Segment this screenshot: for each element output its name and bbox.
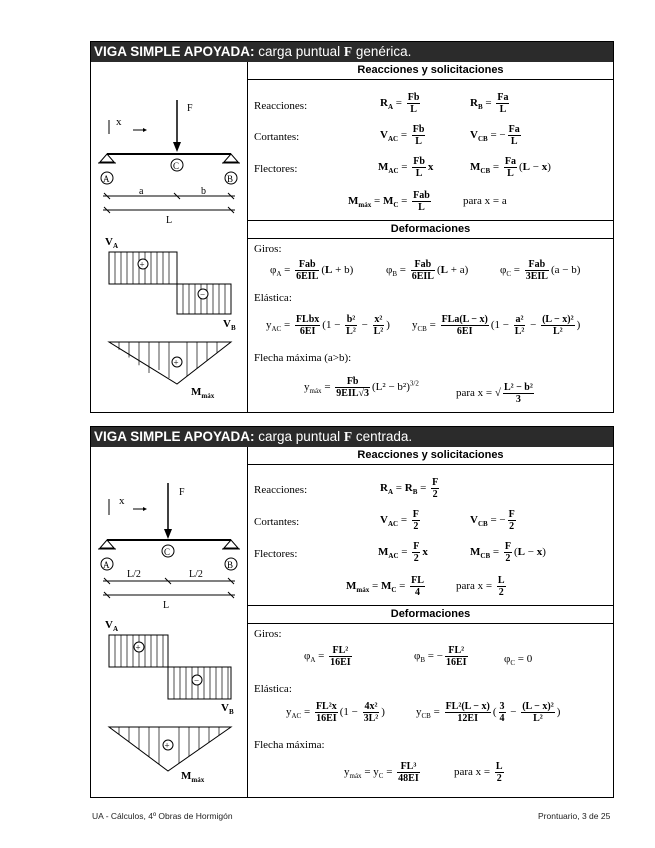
title-letter: F — [343, 429, 353, 444]
label-moments: Flectores: — [254, 163, 298, 175]
label-shear: Cortantes: — [254, 131, 300, 143]
moment-hatch — [119, 342, 217, 378]
formula-ycb: $y_{CB}$ = $\frac{\text{FLa(L − x)}}{6EI}$ (1 − $\frac{\text{a²}}{\text{L²}}$ − $\frac{\text{(L − x)²}}{\text{L²}}$ ) — [412, 314, 581, 337]
plus-sign: + — [135, 642, 141, 653]
footer-left: UA - Cálculos, 4º Obras de Hormigón — [92, 811, 233, 821]
x-label: x — [119, 495, 125, 507]
para-x-half: para x = $\frac{L}{2}$ — [456, 575, 505, 598]
va-label: $V_A$ — [105, 619, 119, 633]
va-label: $V_A$ — [105, 236, 119, 250]
beam-diagram — [91, 447, 247, 797]
label-moments: Flectores: — [254, 548, 298, 560]
vb-label: $V_B$ — [223, 318, 236, 332]
dim-b-label: b — [201, 186, 206, 197]
formula-mmax: $M_{máx} = M_C$ = $\frac{\text{Fab}}{L}$ — [348, 190, 430, 213]
formula-yac: $y_{AC}$ = $\frac{\text{FLbx}}{6EI}$ (1 − $\frac{\text{b²}}{\text{L²}}$ − $\frac{\text{x²}}{\text{L²}}$ ) — [266, 314, 390, 337]
panel-title — [91, 427, 613, 447]
minus-sign: − — [200, 289, 206, 300]
footer-right: Prontuario, 3 de 25 — [538, 811, 611, 821]
x-arrow-head — [143, 507, 147, 511]
formula-mcb: $M_{CB}$ = $\frac{F}{2}$ (L − x) — [470, 541, 546, 564]
formula-rb: $R_B$ = $\frac{Fa}{L}$ — [470, 92, 509, 115]
support-b — [224, 540, 238, 548]
section-deformations: Deformaciones — [248, 220, 613, 239]
formula-vcb: $V_{CB}$ = − $\frac{Fa}{L}$ — [470, 124, 520, 147]
vb-label: $V_B$ — [221, 702, 234, 716]
node-a-label: A — [103, 560, 110, 570]
minus-sign: − — [194, 675, 200, 686]
formula-mac: $M_{AC}$ = $\frac{F}{2}$ x — [378, 541, 428, 564]
formula-ra: $R_A$ = $\frac{Fb}{L}$ — [380, 92, 420, 115]
dim-a-label: a — [139, 186, 144, 197]
load-label: F — [179, 487, 185, 498]
formula-phi-a: $\varphi_A$ = $\frac{\text{Fab}}{\text{6EIL}}$ (L + b) — [270, 259, 354, 282]
panel-generic-load — [90, 41, 614, 413]
para-x-sqrt: para x = √ $\frac{\text{L² − b²}}{3}$ — [456, 382, 533, 405]
label-rotations: Giros: — [254, 628, 282, 640]
formula-phi-a: $\varphi_A$ = $\frac{\text{FL²}}{16EI}$ — [304, 645, 351, 668]
node-b-label: B — [227, 174, 234, 184]
load-label: F — [187, 103, 193, 114]
label-reactions: Reacciones: — [254, 484, 308, 496]
dim-a-label: L/2 — [127, 569, 141, 580]
formula-phi-b: $\varphi_B$ = $\frac{\text{Fab}}{\text{6EIL}}$ (L + a) — [386, 259, 469, 282]
title-letter: F — [343, 44, 353, 59]
formula-phi-b: $\varphi_B$ = − $\frac{\text{FL²}}{16EI}$ — [414, 645, 467, 668]
formulas-column — [248, 62, 613, 412]
label-reactions: Reacciones: — [254, 100, 308, 112]
beam-diagram — [91, 62, 247, 412]
formula-yac: $y_{AC}$ = $\frac{\text{FL²x}}{16EI}$ (1 − $\frac{\text{4x²}}{\text{3L²}}$ ) — [286, 701, 385, 724]
formula-phi-c: $\varphi_C$ = $\frac{\text{Fab}}{\text{3EIL}}$ (a − b) — [500, 259, 581, 282]
load-arrow-head — [164, 529, 172, 539]
formulas-column — [248, 447, 613, 797]
title-suffix: centrada. — [352, 429, 413, 444]
para-x-a: para x = a — [463, 195, 507, 207]
section-deformations: Deformaciones — [248, 605, 613, 624]
panel-centered-load — [90, 426, 614, 798]
moment-area — [109, 342, 231, 384]
para-x-label: para x = — [456, 580, 493, 593]
diagrams-column — [91, 62, 248, 412]
support-a — [100, 154, 114, 162]
para-x-label: para x = — [454, 766, 491, 779]
support-a — [100, 540, 114, 548]
para-x-label: para x = — [456, 387, 493, 400]
formula-mmax: $M_{máx} = M_C$ = $\frac{FL}{4}$ — [346, 575, 424, 598]
section-reactions: Reacciones y solicitaciones — [248, 447, 613, 465]
label-shear: Cortantes: — [254, 516, 300, 528]
label-elastic: Elástica: — [254, 292, 292, 304]
mmax-label: $M_{máx}$ — [181, 770, 205, 784]
formula-vac: $V_{AC}$ = $\frac{F}{2}$ — [380, 509, 419, 532]
moment-plus-sign: + — [173, 357, 179, 368]
label-rotations: Giros: — [254, 243, 282, 255]
dim-l-label: L — [163, 600, 170, 611]
title-suffix: genérica. — [352, 44, 412, 59]
title-text: carga puntual — [254, 429, 344, 444]
formula-phi-c: $\varphi_C = 0$ — [504, 653, 533, 668]
title-bold: VIGA SIMPLE APOYADA: — [94, 429, 255, 444]
para-x-half: para x = $\frac{L}{2}$ — [454, 761, 503, 784]
node-b-label: B — [227, 560, 234, 570]
label-max-deflection: Flecha máxima (a>b): — [254, 352, 352, 364]
formula-mcb: $M_{CB}$ = $\frac{Fa}{L}$ (L − x) — [470, 156, 551, 179]
formula-ymax: $y_{máx}$ = $\frac{Fb}{\text{9EIL√3}}$ $(L^2 - b^2)^{3/2}$ — [304, 376, 419, 399]
dim-b-label: L/2 — [189, 569, 203, 580]
panel-title — [91, 42, 613, 62]
title-bold: VIGA SIMPLE APOYADA: — [94, 44, 255, 59]
formula-ycb: $y_{CB}$ = $\frac{\text{FL²(L − x)}}{12EI}$ ( $\frac{3}{4}$ − $\frac{\text{(L − x)²}}{\text{L²}}$ ) — [416, 701, 561, 724]
diagrams-column — [91, 447, 248, 797]
section-reactions: Reacciones y solicitaciones — [248, 62, 613, 80]
plus-sign: + — [139, 259, 145, 270]
x-arrow-head — [143, 128, 147, 132]
title-text: carga puntual — [254, 44, 344, 59]
support-b — [224, 154, 238, 162]
formula-vcb: $V_{CB}$ = − $\frac{F}{2}$ — [470, 509, 515, 532]
formula-ra-rb: $R_A = R_B$ = $\frac{F}{2}$ — [380, 477, 439, 500]
mmax-label: $M_{máx}$ — [191, 386, 215, 400]
formula-ymax: $y_{máx} = y_C$ = $\frac{\text{FL³}}{48EI}$ — [344, 761, 419, 784]
label-elastic: Elástica: — [254, 683, 292, 695]
dim-l-label: L — [166, 215, 173, 226]
node-c-label: C — [173, 161, 180, 171]
node-c-label: C — [164, 547, 171, 557]
formula-mac: $M_{AC}$ = $\frac{Fb}{L}$ x — [378, 156, 434, 179]
node-a-label: A — [103, 174, 110, 184]
formula-vac: $V_{AC}$ = $\frac{Fb}{L}$ — [380, 124, 425, 147]
label-max-deflection: Flecha máxima: — [254, 739, 325, 751]
moment-plus-sign: + — [164, 740, 170, 751]
x-label: x — [116, 116, 122, 128]
load-arrow-head — [173, 142, 181, 152]
